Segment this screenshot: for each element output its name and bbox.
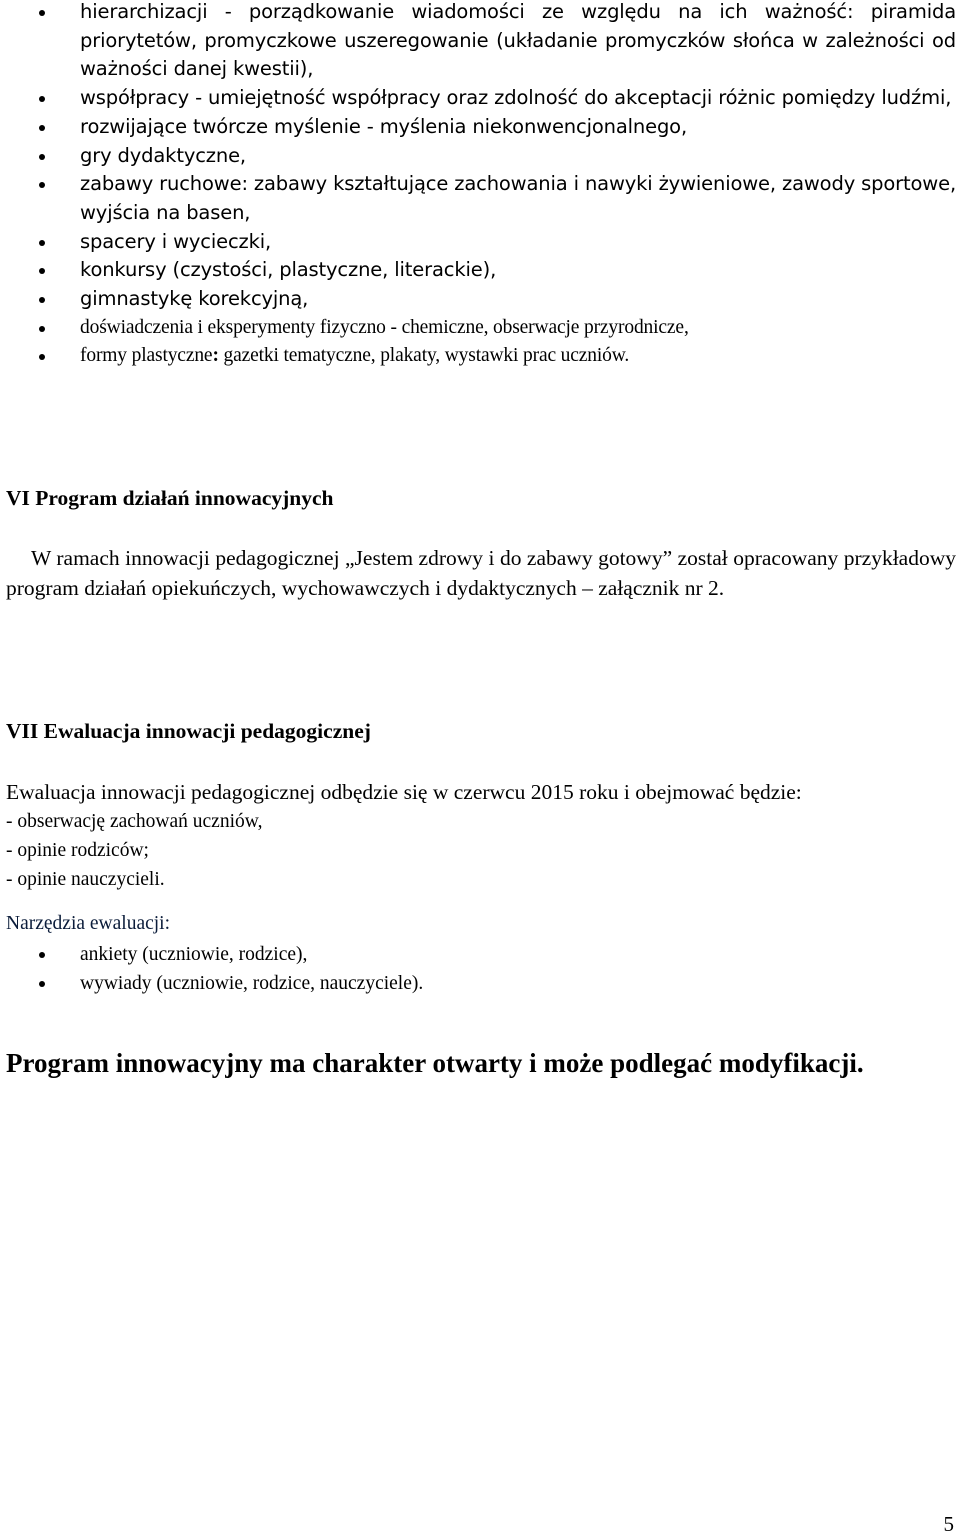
program-paragraph: W ramach innowacji pedagogicznej „Jestem zdrowy i do zabawy gotowy” został opracowany przykładowy program działań opiekuńczych, wychowawczych i dydaktycznych – załącznik nr 2. (6, 546, 956, 600)
page-number: 5 (943, 1512, 954, 1536)
list-item (0, 314, 960, 343)
list-item (0, 0, 960, 84)
list-item-text: ankiety (uczniowie, rodzice), (80, 944, 308, 965)
bullet-icon (39, 154, 45, 160)
list-item (0, 969, 960, 998)
bullet-icon (39, 981, 45, 987)
list-item (0, 84, 960, 113)
list-item (0, 285, 960, 314)
bullet-icon (39, 96, 45, 102)
list-item (0, 113, 960, 142)
list-item-text: gry dydaktyczne, (80, 143, 246, 167)
list-item-text: rozwijające twórcze myślenie - myślenia niekonwencjonalnego, (80, 114, 688, 138)
list-item-text: konkursy (czystości, plastyczne, literackie), (80, 258, 497, 282)
closing-statement: Program innowacyjny ma charakter otwarty i może podlegać modyfikacji. (6, 1048, 864, 1078)
evaluation-scope-item: - opinie rodziców; (6, 840, 149, 861)
list-item (0, 142, 960, 171)
evaluation-tools-label: Narzędzia ewaluacji: (6, 913, 171, 934)
bullet-icon (39, 354, 45, 360)
list-item (0, 256, 960, 285)
bullet-icon (39, 297, 45, 303)
bullet-icon (39, 125, 45, 131)
list-item-colon: : (212, 345, 219, 367)
section-heading-program: VI Program działań innowacyjnych (6, 486, 334, 510)
evaluation-scope-item: - opinie nauczycieli. (6, 869, 165, 890)
bullet-icon (39, 10, 45, 16)
list-item (0, 228, 960, 257)
methods-list (0, 0, 960, 371)
list-item-text: gazetki tematyczne, plakaty, wystawki prac uczniów. (218, 345, 630, 367)
evaluation-tools-list (0, 940, 960, 998)
list-item (0, 940, 960, 969)
bullet-icon (39, 268, 45, 274)
bullet-icon (39, 326, 45, 332)
list-item (0, 342, 960, 371)
bullet-icon (39, 182, 45, 188)
list-item-text: gimnastykę korekcyjną, (80, 287, 309, 311)
evaluation-scope-list (6, 807, 262, 894)
evaluation-scope-item: - obserwację zachowań uczniów, (6, 811, 263, 832)
list-item-text: doświadczenia i eksperymenty fizyczno - chemiczne, obserwacje przyrodnicze, (80, 316, 689, 338)
list-item-label: formy plastyczne (80, 345, 213, 367)
section-heading-evaluation: VII Ewaluacja innowacji pedagogicznej (6, 719, 371, 743)
list-item (0, 170, 960, 227)
bullet-icon (39, 952, 45, 958)
evaluation-intro: Ewaluacja innowacji pedagogicznej odbędzie się w czerwcu 2015 roku i obejmować będzie: (6, 780, 802, 804)
bullet-icon (39, 240, 45, 246)
list-item-text: współpracy - umiejętność współpracy oraz zdolność do akceptacji różnic pomiędzy ludźmi, (80, 86, 952, 110)
list-item-text: zabawy ruchowe: zabawy kształtujące zachowania i nawyki żywieniowe, zawody sportowe, wyjścia na basen, (80, 172, 956, 224)
list-item-text: spacery i wycieczki, (80, 229, 272, 253)
list-item-text: hierarchizacji - porządkowanie wiadomości ze względu na ich ważność: piramida priorytetów, promyczkowe uszeregowanie (układanie promyczków słońca w zależności od ważności danej kwestii), (80, 0, 956, 81)
list-item-text: wywiady (uczniowie, rodzice, nauczyciele). (80, 973, 424, 994)
